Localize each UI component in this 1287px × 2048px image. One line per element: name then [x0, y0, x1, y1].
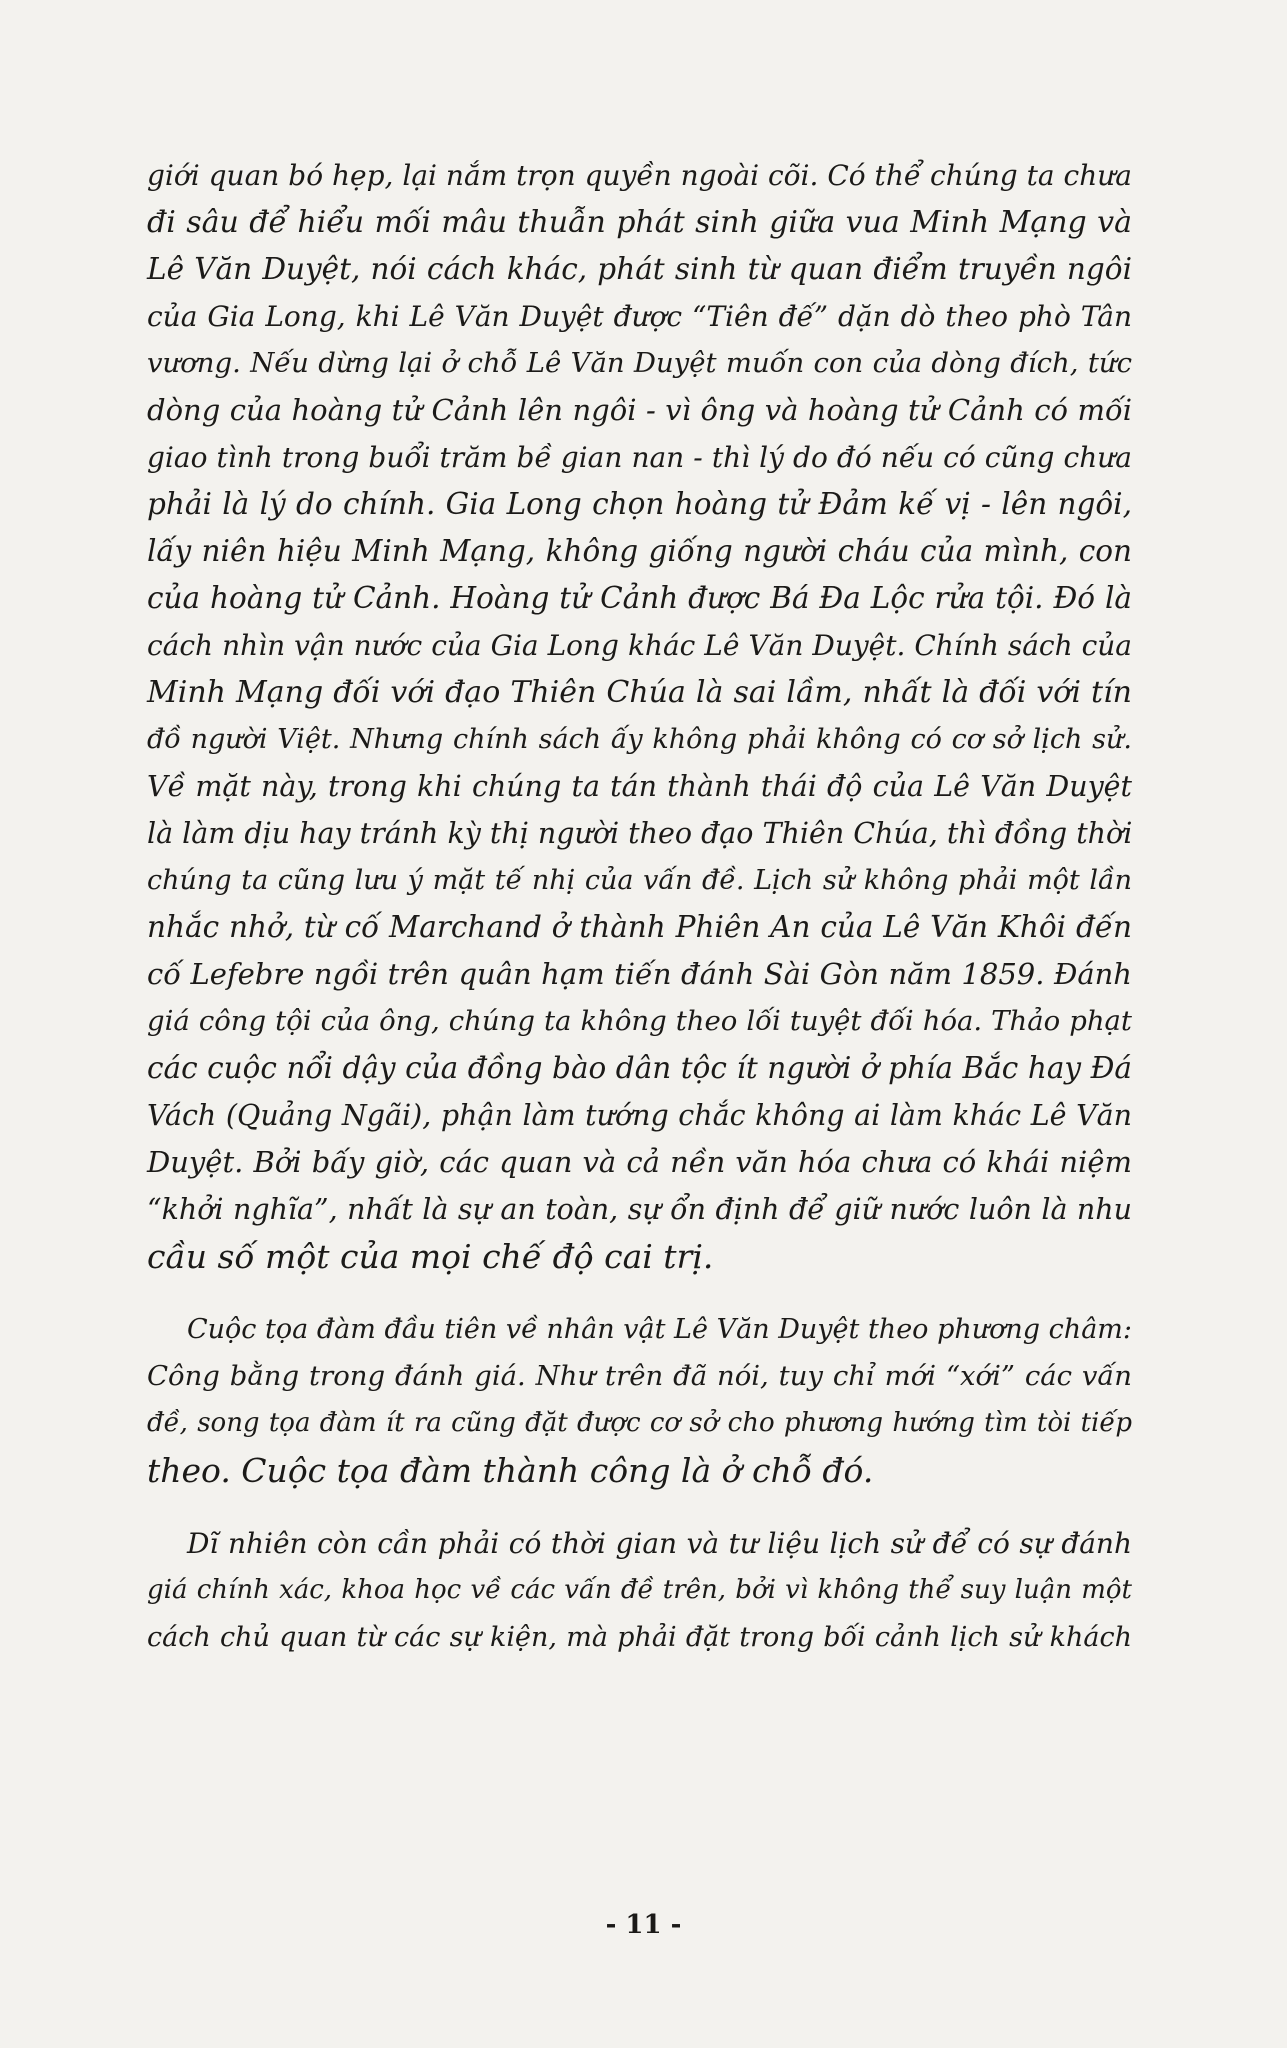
text-line: giới quan bó hẹp, lại nắm trọn quyền ngoài cõi. Có thể chúng ta chưa	[147, 159, 1132, 192]
text-line: Cuộc tọa đàm đầu tiên về nhân vật Lê Văn Duyệt theo phương châm:	[187, 1314, 1132, 1345]
text-line: cầu số một của mọi chế độ cai trị.	[147, 1237, 714, 1276]
text-line: của Gia Long, khi Lê Văn Duyệt được “Tiên đế” dặn dò theo phò Tân	[147, 300, 1132, 333]
text-line: của hoàng tử Cảnh. Hoàng tử Cảnh được Bá Đa Lộc rửa tội. Đó là	[147, 581, 1132, 615]
text-line: cách chủ quan từ các sự kiện, mà phải đặt trong bối cảnh lịch sử khách	[147, 1622, 1132, 1653]
text-line: nhắc nhở, từ cố Marchand ở thành Phiên An của Lê Văn Khôi đến	[147, 910, 1132, 944]
paragraph-spacer	[147, 1280, 1132, 1306]
text-line: Duyệt. Bởi bấy giờ, các quan và cả nền văn hóa chưa có khái niệm	[147, 1145, 1132, 1179]
paragraph-spacer	[147, 1494, 1132, 1520]
text-line: Dĩ nhiên còn cần phải có thời gian và tư liệu lịch sử để có sự đánh	[187, 1527, 1132, 1560]
text-line: đi sâu để hiểu mối mâu thuẫn phát sinh giữa vua Minh Mạng và	[147, 205, 1132, 240]
text-line: giá công tội của ông, chúng ta không theo lối tuyệt đối hóa. Thảo phạt	[147, 1005, 1132, 1037]
text-line: Lê Văn Duyệt, nói cách khác, phát sinh từ quan điểm truyền ngôi	[147, 252, 1132, 286]
text-line: giao tình trong buổi trăm bề gian nan - thì lý do đó nếu có cũng chưa	[147, 441, 1132, 474]
page-number: - 11 -	[605, 1910, 682, 1940]
text-line: giá chính xác, khoa học về các vấn đề trên, bởi vì không thể suy luận một	[147, 1575, 1132, 1605]
text-line: vương. Nếu dừng lại ở chỗ Lê Văn Duyệt muốn con của dòng đích, tức	[147, 347, 1132, 379]
text-line: cố Lefebre ngồi trên quân hạm tiến đánh Sài Gòn năm 1859. Đánh	[147, 957, 1132, 991]
text-line: “khởi nghĩa”, nhất là sự an toàn, sự ổn định để giữ nước luôn là nhu	[147, 1193, 1132, 1226]
text-line: đề, song tọa đàm ít ra cũng đặt được cơ sở cho phương hướng tìm tòi tiếp	[147, 1408, 1132, 1438]
paragraph-2	[147, 1306, 1132, 1494]
body-text	[147, 152, 1132, 1661]
text-line: lấy niên hiệu Minh Mạng, không giống người cháu của mình, con	[147, 534, 1132, 568]
paragraph-3	[147, 1520, 1132, 1661]
text-line: đồ người Việt. Nhưng chính sách ấy không phải không có cơ sở lịch sử.	[147, 724, 1132, 755]
text-line: Minh Mạng đối với đạo Thiên Chúa là sai lầm, nhất là đối với tín	[147, 675, 1132, 710]
text-line: Về mặt này, trong khi chúng ta tán thành thái độ của Lê Văn Duyệt	[147, 770, 1132, 803]
text-line: chúng ta cũng lưu ý mặt tế nhị của vấn đề. Lịch sử không phải một lần	[147, 865, 1132, 896]
text-line: phải là lý do chính. Gia Long chọn hoàng tử Đảm kế vị - lên ngôi,	[147, 487, 1132, 521]
text-line: Vách (Quảng Ngãi), phận làm tướng chắc không ai làm khác Lê Văn	[147, 1099, 1132, 1132]
text-line: cách nhìn vận nước của Gia Long khác Lê Văn Duyệt. Chính sách của	[147, 629, 1132, 662]
paragraph-1	[147, 152, 1132, 1280]
text-line: dòng của hoàng tử Cảnh lên ngôi - vì ông và hoàng tử Cảnh có mối	[147, 393, 1132, 427]
text-line: các cuộc nổi dậy của đồng bào dân tộc ít người ở phía Bắc hay Đá	[147, 1051, 1132, 1085]
text-line: là làm dịu hay tránh kỳ thị người theo đạo Thiên Chúa, thì đồng thời	[147, 817, 1133, 850]
text-line: theo. Cuộc tọa đàm thành công là ở chỗ đó.	[147, 1451, 874, 1490]
text-line: Công bằng trong đánh giá. Như trên đã nói, tuy chỉ mới “xới” các vấn	[147, 1360, 1132, 1392]
